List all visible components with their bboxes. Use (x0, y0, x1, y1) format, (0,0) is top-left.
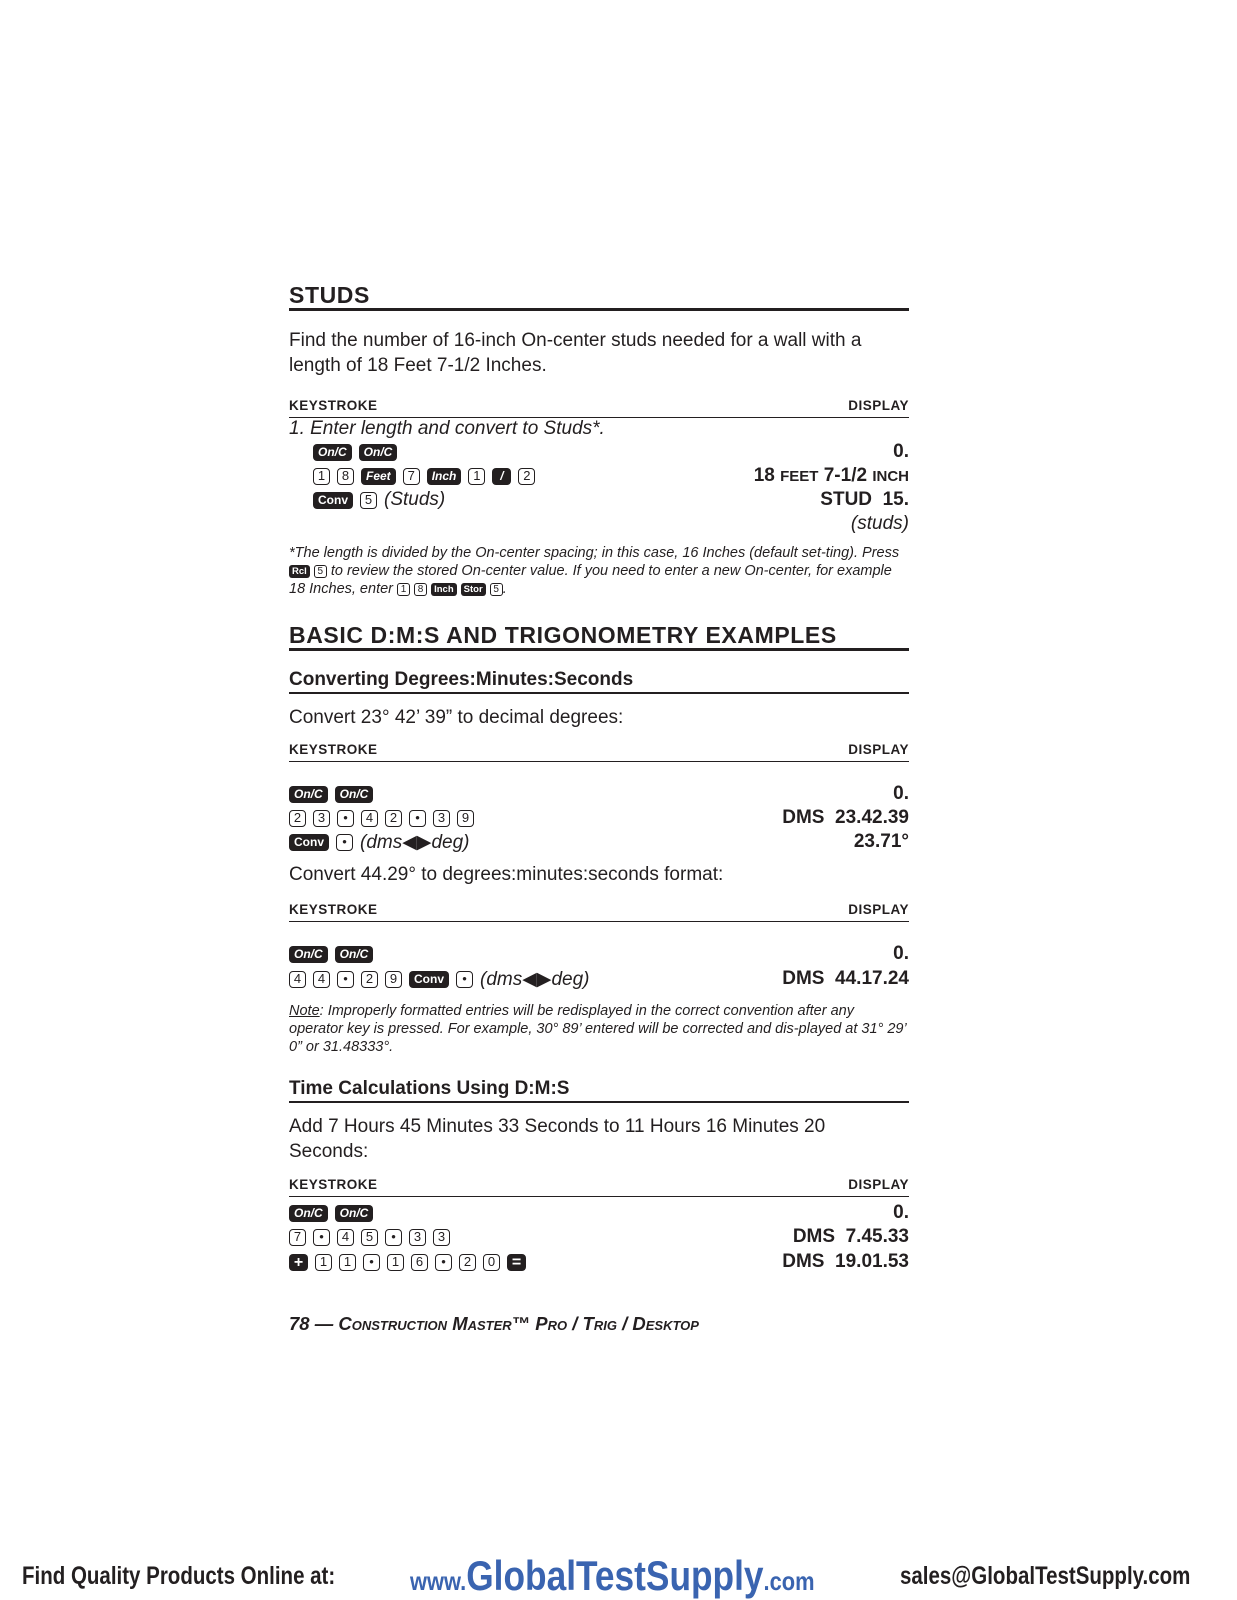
key-on-c: On/C (359, 444, 398, 461)
key-label: (Studs) (384, 489, 446, 510)
key-on-c: On/C (289, 1205, 328, 1222)
key-equals: = (507, 1254, 526, 1271)
key-digit: 4 (337, 1229, 354, 1246)
key-digit: 2 (361, 971, 378, 988)
key-dot: • (409, 810, 426, 827)
studs-footnote (289, 544, 909, 598)
studs-row-2 (289, 464, 909, 488)
key-digit: 1 (397, 583, 410, 596)
dms-b-row-1 (289, 942, 909, 966)
dms-a-row-1 (289, 782, 909, 806)
header-rule (289, 761, 909, 762)
dms-intro-1: Convert 23° 42’ 39” to decimal degrees: (289, 707, 624, 728)
key-digit: 2 (385, 810, 402, 827)
display-value: 23.71° (853, 831, 909, 852)
key-digit: 1 (339, 1254, 356, 1271)
url-main: GlobalTestSupply (466, 1552, 764, 1599)
key-conv: Conv (289, 834, 329, 851)
key-digit: 7 (289, 1229, 306, 1246)
product-title: Construction Master™ Pro / Trig / Desktop (338, 1313, 699, 1334)
key-on-c: On/C (335, 946, 374, 963)
display-value (754, 464, 909, 489)
key-digit: 9 (385, 971, 402, 988)
display-value: 0. (893, 1202, 909, 1223)
key-digit: 8 (414, 583, 427, 596)
dms-heading: BASIC D:M:S AND TRIGONOMETRY EXAMPLES (289, 622, 837, 648)
key-stor: Stor (461, 583, 486, 596)
display-value: 0. (893, 943, 909, 964)
studs-intro: Find the number of 16-inch On-center studs needed for a wall with a length of 18 Feet 7-1/2 Inches. (289, 330, 862, 376)
subheading-rule (289, 1101, 909, 1103)
key-label: (dms◀▶deg) (480, 968, 590, 990)
key-digit: 8 (337, 468, 354, 485)
key-digit: 5 (360, 492, 377, 509)
key-digit: 2 (518, 468, 535, 485)
dms-a-row-2 (289, 806, 909, 830)
keystroke-header: KEYSTROKE (289, 398, 378, 413)
display-header: DISPLAY (848, 902, 909, 917)
dms-a-row-3 (289, 830, 909, 854)
display-inch-value: 7-1/2 (823, 465, 868, 486)
key-dot: • (385, 1229, 402, 1246)
key-digit: 2 (289, 810, 306, 827)
time-subheading: Time Calculations Using D:M:S (289, 1078, 570, 1099)
key-digit: 0 (483, 1254, 500, 1271)
key-digit: 4 (361, 810, 378, 827)
key-digit: 3 (433, 1229, 450, 1246)
key-dot: • (336, 834, 353, 851)
time-row-3 (289, 1250, 909, 1274)
footnote-text: . (502, 581, 507, 597)
display-value: DMS 23.42.39 (782, 807, 909, 828)
key-dot: • (337, 971, 354, 988)
key-inch: Inch (427, 468, 462, 485)
key-digit: 3 (433, 810, 450, 827)
key-on-c: On/C (289, 946, 328, 963)
header-rule (289, 921, 909, 922)
key-digit: 1 (313, 468, 330, 485)
dms-note (289, 1002, 909, 1056)
heading-rule (289, 308, 909, 311)
key-digit: 9 (457, 810, 474, 827)
key-dot: • (337, 810, 354, 827)
studs-step-1: 1. Enter length and convert to Studs*. (289, 418, 605, 439)
page-footer (289, 1313, 699, 1335)
footnote-text: to review the stored On-center value. If you need to enter a new On-center, for example 18 Inches, enter (289, 563, 892, 597)
key-digit: 2 (459, 1254, 476, 1271)
subheading-rule (289, 692, 909, 694)
time-intro: Add 7 Hours 45 Minutes 33 Seconds to 11 Hours 16 Minutes 20 Seconds: (289, 1116, 826, 1162)
footnote-text: *The length is divided by the On-center spacing; in this case, 16 Inches (default set-ting). Press (289, 545, 900, 561)
key-digit: 1 (387, 1254, 404, 1271)
key-digit: 7 (403, 468, 420, 485)
key-digit: 3 (313, 810, 330, 827)
key-on-c: On/C (313, 444, 352, 461)
key-conv: Conv (313, 492, 353, 509)
display-value: DMS 44.17.24 (782, 968, 909, 989)
time-row-1 (289, 1201, 909, 1225)
display-value: 0. (893, 783, 909, 804)
key-dot: • (435, 1254, 452, 1271)
key-on-c: On/C (289, 786, 328, 803)
key-digit: 5 (314, 565, 327, 578)
key-digit: 6 (411, 1254, 428, 1271)
dms-subheading: Converting Degrees:Minutes:Seconds (289, 669, 634, 690)
key-dot: • (456, 971, 473, 988)
keystroke-header: KEYSTROKE (289, 1177, 378, 1192)
studs-row-4 (289, 512, 909, 536)
email-link[interactable]: sales@GlobalTestSupply.com (900, 1562, 1191, 1590)
key-fraction: / (492, 468, 511, 485)
key-on-c: On/C (335, 786, 374, 803)
heading-rule (289, 648, 909, 651)
display-value: DMS 7.45.33 (792, 1226, 909, 1247)
keystroke-header: KEYSTROKE (289, 742, 378, 757)
time-row-2 (289, 1225, 909, 1249)
display-note: (studs) (850, 513, 909, 534)
key-on-c: On/C (335, 1205, 374, 1222)
header-rule (289, 1196, 909, 1197)
display-value: STUD 15. (820, 489, 909, 510)
note-label: Note (289, 1003, 320, 1019)
key-plus: + (289, 1254, 308, 1271)
key-digit: 1 (315, 1254, 332, 1271)
key-digit: 5 (490, 583, 503, 596)
display-value: 0. (893, 441, 909, 462)
key-inch: Inch (431, 583, 457, 596)
studs-heading: STUDS (289, 282, 370, 308)
key-digit: 3 (409, 1229, 426, 1246)
display-header: DISPLAY (848, 1177, 909, 1192)
key-feet: Feet (361, 468, 396, 485)
key-digit: 4 (289, 971, 306, 988)
page-number: 78 — (289, 1313, 339, 1334)
dms-intro-2: Convert 44.29° to degrees:minutes:seconds format: (289, 864, 724, 885)
key-dot: • (363, 1254, 380, 1271)
key-rcl: Rcl (289, 565, 310, 578)
url-prefix: www. (410, 1566, 467, 1596)
display-feet-value: 18 (753, 465, 775, 486)
display-header: DISPLAY (848, 742, 909, 757)
keystroke-header: KEYSTROKE (289, 902, 378, 917)
display-feet-unit: FEET (780, 468, 819, 485)
website-link[interactable] (410, 1552, 815, 1600)
dms-b-row-2 (289, 967, 909, 991)
key-dot: • (313, 1229, 330, 1246)
key-digit: 4 (313, 971, 330, 988)
display-inch-unit: INCH (872, 468, 909, 485)
key-conv: Conv (409, 971, 449, 988)
display-header: DISPLAY (848, 398, 909, 413)
display-value: DMS 19.01.53 (782, 1251, 909, 1272)
url-suffix: .com (763, 1566, 815, 1596)
key-digit: 5 (361, 1229, 378, 1246)
studs-row-1 (289, 440, 909, 464)
note-text: : Improperly formatted entries will be redisplayed in the correct convention after any operator key is pressed. For example, 30° 89’ entered will be corrected and dis-played at 31° 29’ 0” or 31.48333°. (289, 1003, 906, 1055)
studs-row-3 (289, 488, 909, 512)
promo-text: Find Quality Products Online at: (22, 1562, 336, 1590)
key-label: (dms◀▶deg) (360, 831, 470, 853)
key-digit: 1 (468, 468, 485, 485)
